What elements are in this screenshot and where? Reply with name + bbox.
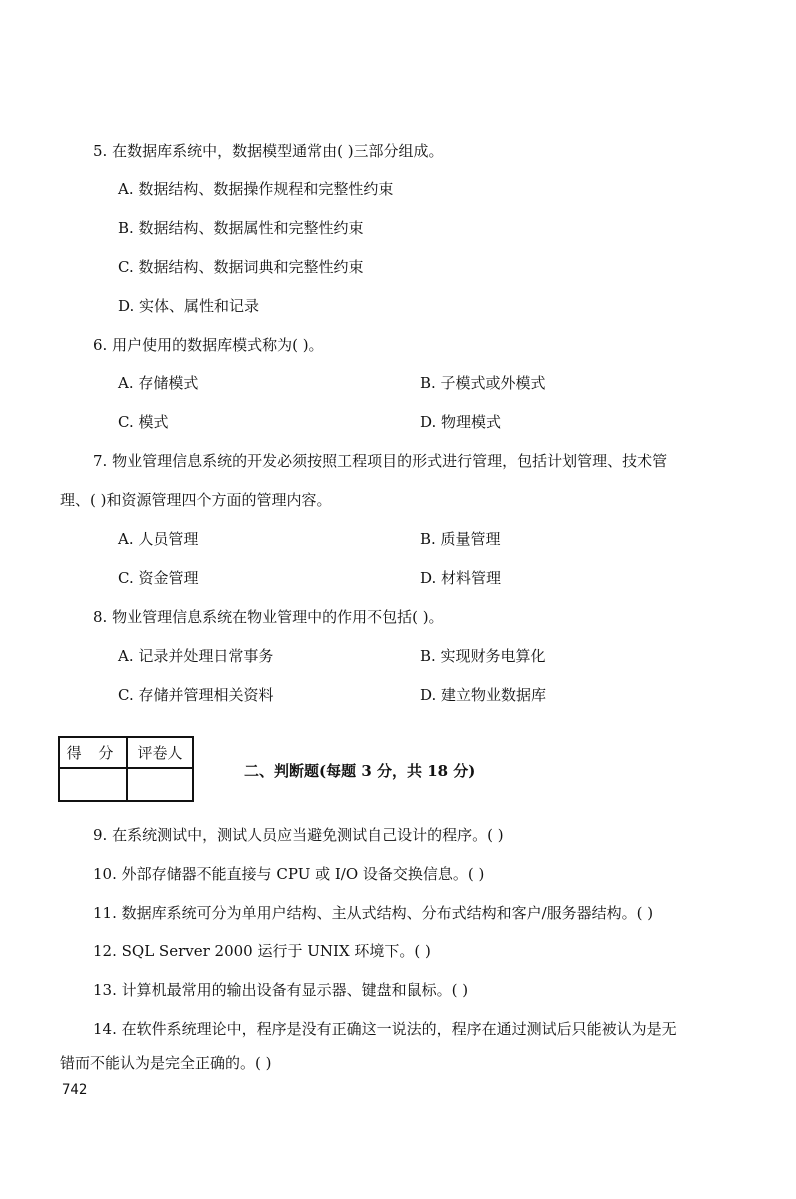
question-7-option-b: B. 质量管理 xyxy=(420,530,501,548)
judgment-question-11: 11. 数据库系统可分为单用户结构、主从式结构、分布式结构和客户/服务器结构。( ) xyxy=(93,904,654,922)
question-6-option-c: C. 模式 xyxy=(118,413,169,431)
score-table-divider-horizontal xyxy=(60,767,192,769)
judgment-question-14-line1: 14. 在软件系统理论中，程序是没有正确这一说法的，程序在通过测试后只能被认为是无 xyxy=(93,1020,677,1038)
question-8-option-d: D. 建立物业数据库 xyxy=(420,686,547,704)
judgment-question-10: 10. 外部存储器不能直接与 CPU 或 I/O 设备交换信息。( ) xyxy=(93,865,485,883)
section-2-title: 二、判断题(每题 3 分，共 18 分) xyxy=(244,762,476,780)
question-6-stem: 6. 用户使用的数据库模式称为( )。 xyxy=(93,336,324,354)
question-5-option-a: A. 数据结构、数据操作规程和完整性约束 xyxy=(118,180,394,198)
question-7-option-a: A. 人员管理 xyxy=(118,530,199,548)
question-5-stem: 5. 在数据库系统中，数据模型通常由( )三部分组成。 xyxy=(93,142,444,160)
question-7-stem-line1: 7. 物业管理信息系统的开发必须按照工程项目的形式进行管理，包括计划管理、技术管 xyxy=(93,452,668,470)
page-number: 742 xyxy=(62,1082,88,1098)
question-7-option-d: D. 材料管理 xyxy=(420,569,502,587)
question-8-stem: 8. 物业管理信息系统在物业管理中的作用不包括( )。 xyxy=(93,608,444,626)
question-8-option-b: B. 实现财务电算化 xyxy=(420,647,546,665)
score-label: 得 分 xyxy=(66,744,120,762)
judgment-question-13: 13. 计算机最常用的输出设备有显示器、键盘和鼠标。( ) xyxy=(93,981,469,999)
question-6-option-d: D. 物理模式 xyxy=(420,413,502,431)
score-table xyxy=(58,736,194,802)
question-6-option-a: A. 存储模式 xyxy=(118,374,199,392)
question-8-option-a: A. 记录并处理日常事务 xyxy=(118,647,274,665)
judgment-question-9: 9. 在系统测试中，测试人员应当避免测试自己设计的程序。( ) xyxy=(93,826,504,844)
grader-label: 评卷人 xyxy=(137,744,183,762)
question-5-option-b: B. 数据结构、数据属性和完整性约束 xyxy=(118,219,364,237)
question-8-option-c: C. 存储并管理相关资料 xyxy=(118,686,274,704)
question-5-option-c: C. 数据结构、数据词典和完整性约束 xyxy=(118,258,364,276)
question-6-option-b: B. 子模式或外模式 xyxy=(420,374,546,392)
question-5-option-d: D. 实体、属性和记录 xyxy=(118,297,260,315)
judgment-question-14-line2: 错而不能认为是完全正确的。( ) xyxy=(60,1054,272,1072)
question-7-option-c: C. 资金管理 xyxy=(118,569,199,587)
question-7-stem-line2: 理、( )和资源管理四个方面的管理内容。 xyxy=(60,491,332,509)
judgment-question-12: 12. SQL Server 2000 运行于 UNIX 环境下。( ) xyxy=(93,942,431,960)
